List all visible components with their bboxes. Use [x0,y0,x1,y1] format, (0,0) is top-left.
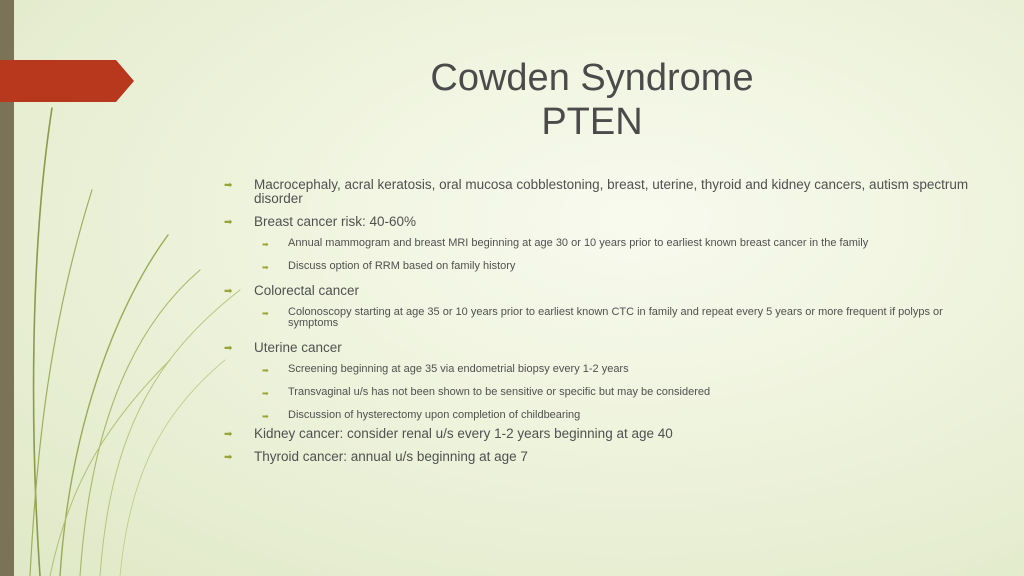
grass-stroke-2 [60,235,168,576]
grass-stroke-5 [120,360,225,576]
bullet-item: ➡ Colorectal cancer [224,283,360,298]
grass-stroke-1 [34,108,52,576]
grass-stroke-4 [100,290,240,576]
bullet-item: ➡ Uterine cancer [224,340,342,355]
bullet-item: ➡ Kidney cancer: consider renal u/s every 1-2 years beginning at age 40 [224,426,673,441]
arrow-bullet-icon: ➡ [224,452,233,463]
title-accent-tab [0,60,134,102]
arrow-bullet-icon: ➡ [262,309,269,318]
arrow-bullet-icon: ➡ [224,217,233,228]
arrow-bullet-icon: ➡ [224,180,233,191]
grass-stroke-3 [80,270,200,576]
sub-bullet-item: ➡ Discuss option of RRM based on family history [262,260,516,272]
arrow-bullet-icon: ➡ [224,343,233,354]
bullet-item: ➡ Macrocephaly, acral keratosis, oral mucosa cobblestoning, breast, uterine, thyroid and kidney cancers, autism spectrum disorder [224,177,969,206]
sub-bullet-item: ➡ Screening beginning at age 35 via endometrial biopsy every 1-2 years [262,363,629,375]
arrow-bullet-icon: ➡ [224,286,233,297]
grass-stroke-7 [30,190,92,576]
slide-title [392,56,792,144]
sub-bullet-item: ➡ Discussion of hysterectomy upon completion of childbearing [262,409,581,421]
arrow-bullet-icon: ➡ [262,389,269,398]
arrow-bullet-icon: ➡ [262,240,269,249]
sub-bullet-item: ➡ Annual mammogram and breast MRI beginning at age 30 or 10 years prior to earliest known breast cancer in the family [262,237,869,249]
arrow-bullet-icon: ➡ [262,412,269,421]
slide-title-line1: Cowden Syndrome [430,57,754,99]
slide-title-line2: PTEN [541,101,643,143]
arrow-bullet-icon: ➡ [262,263,269,272]
arrow-bullet-icon: ➡ [262,366,269,375]
arrow-bullet-icon: ➡ [224,429,233,440]
sub-bullet-item: ➡ Colonoscopy starting at age 35 or 10 years prior to earliest known CTC in family and repeat every 5 years or more frequent if polyps or symptoms [262,306,943,329]
bullet-item: ➡ Breast cancer risk: 40-60% [224,214,417,229]
bullet-item: ➡ Thyroid cancer: annual u/s beginning at age 7 [224,449,528,464]
bullet-list [224,178,984,473]
sub-bullet-item: ➡ Transvaginal u/s has not been shown to be sensitive or specific but may be considered [262,386,711,398]
grass-stroke-6 [50,360,170,576]
